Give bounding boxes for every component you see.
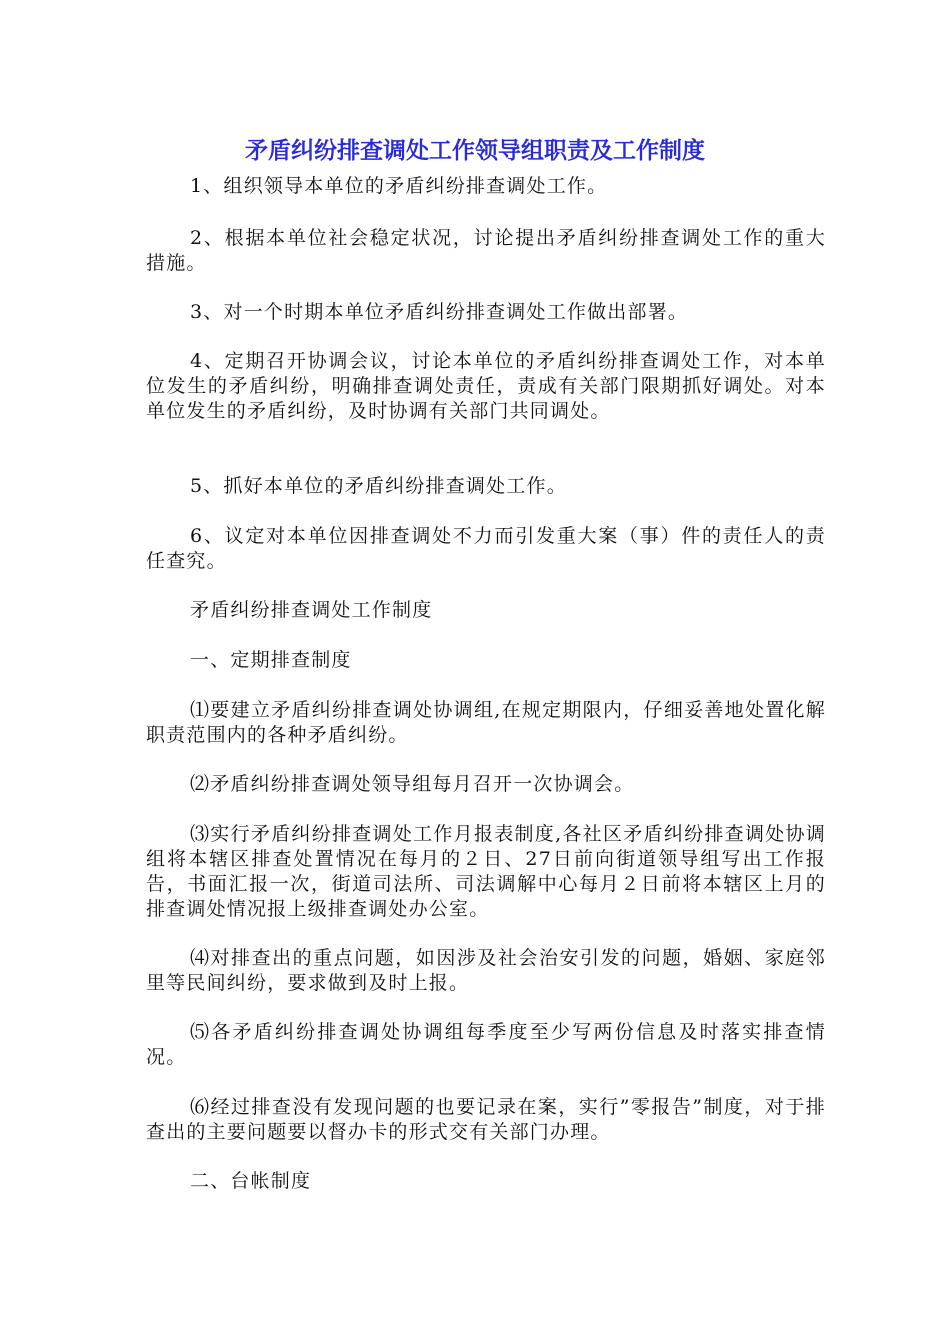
paragraph-rule-2: ⑵矛盾纠纷排查调处领导组每月召开一次协调会。 <box>190 773 635 795</box>
paragraph-duty-6: 6、议定对本单位因排查调处不力而引发重大案（事）件的责任人的责任查究。 <box>146 525 826 572</box>
paragraph-duty-2: 2、根据本单位社会稳定状况，讨论提出矛盾纠纷排查调处工作的重大措施。 <box>146 227 826 274</box>
paragraph-duty-4: 4、定期召开协调会议，讨论本单位的矛盾纠纷排查调处工作，对本单位发生的矛盾纠纷，明确排查调处责任，责成有关部门限期抓好调处。对本单位发生的矛盾纠纷，及时协调有关部门共同调处。 <box>146 350 826 422</box>
section-heading-regular-check: 一、定期排查制度 <box>190 649 352 671</box>
paragraph-duty-3: 3、对一个时期本单位矛盾纠纷排查调处工作做出部署。 <box>190 301 689 323</box>
section-heading-system: 矛盾纠纷排查调处工作制度 <box>190 599 433 621</box>
paragraph-rule-3: ⑶实行矛盾纠纷排查调处工作月报表制度,各社区矛盾纠纷排查调处协调组将本辖区排查处置情况在每月的２日、27日前向街道领导组写出工作报告，书面汇报一次，街道司法所、司法调解中心每月２日前将本辖区上月的排查调处情况报上级排查调处办公室。 <box>146 823 826 920</box>
paragraph-duty-5: 5、抓好本单位的矛盾纠纷排查调处工作。 <box>190 475 567 497</box>
paragraph-rule-4: ⑷对排查出的重点问题，如因涉及社会治安引发的问题，婚姻、家庭邻里等民间纠纷，要求做到及时上报。 <box>146 947 826 994</box>
paragraph-duty-1: 1、组织领导本单位的矛盾纠纷排查调处工作。 <box>190 175 608 197</box>
paragraph-rule-5: ⑸各矛盾纠纷排查调处协调组每季度至少写两份信息及时落实排查情况。 <box>146 1021 826 1068</box>
paragraph-rule-1: ⑴要建立矛盾纠纷排查调处协调组,在规定期限内，仔细妥善地处置化解职责范围内的各种矛盾纠纷。 <box>146 699 826 746</box>
section-heading-ledger: 二、台帐制度 <box>190 1170 312 1192</box>
paragraph-rule-6: ⑹经过排查没有发现问题的也要记录在案，实行”零报告”制度，对于排查出的主要问题要以督办卡的形式交有关部门办理。 <box>146 1096 826 1143</box>
document-title: 矛盾纠纷排查调处工作领导组职责及工作制度 <box>245 138 705 164</box>
